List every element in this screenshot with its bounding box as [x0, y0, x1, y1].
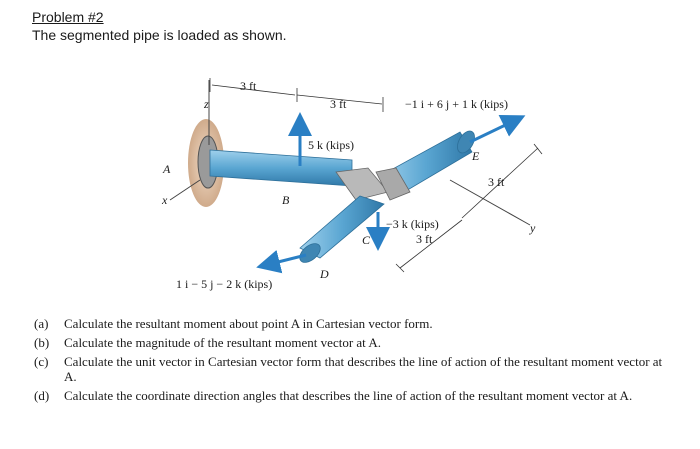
axis-label-x: x — [162, 193, 168, 207]
dim-label-top-mid: 3 ft — [330, 97, 347, 111]
question-tag: (d) — [34, 388, 50, 403]
question-list — [34, 316, 674, 407]
point-label-B: B — [282, 193, 290, 207]
question-tag: (b) — [34, 335, 50, 350]
point-label-D: D — [320, 267, 329, 281]
question-text: Calculate the unit vector in Cartesian vector form that describes the line of action of the resultant moment vector at A. — [64, 354, 663, 384]
force-label-D: 1 i − 5 j − 2 k (kips) — [176, 277, 273, 291]
question-d — [34, 388, 674, 403]
point-label-E: E — [472, 149, 480, 163]
question-text: Calculate the magnitude of the resultant moment vector at A. — [64, 335, 381, 350]
question-text: Calculate the resultant moment about point A in Cartesian vector form. — [64, 316, 433, 331]
problem-statement: The segmented pipe is loaded as shown. — [32, 27, 287, 43]
dim-tick-5 — [396, 264, 404, 272]
dim-label-right: 3 ft — [488, 175, 505, 189]
problem-title: Problem #2 — [32, 9, 104, 25]
question-b — [34, 335, 674, 350]
question-tag: (a) — [34, 316, 49, 331]
axis-label-y: y — [530, 221, 536, 235]
dim-label-bottom: 3 ft — [416, 232, 433, 246]
dim-tick-4 — [534, 144, 542, 154]
force-arrow-D — [262, 255, 306, 266]
point-label-C: C — [362, 233, 371, 247]
point-label-A: A — [163, 162, 171, 176]
axis-label-z: z — [204, 97, 209, 111]
dim-label-top-left: 3 ft — [240, 79, 257, 93]
pipe-segment-AB — [210, 150, 352, 186]
question-text: Calculate the coordinate direction angles that describes the line of action of the resultant moment vector at A. — [64, 388, 633, 403]
force-arrow-E — [470, 118, 520, 142]
question-a — [34, 316, 674, 331]
question-tag: (c) — [34, 354, 49, 369]
question-c — [34, 354, 674, 384]
force-label-C: −3 k (kips) — [386, 217, 439, 231]
force-label-E: −1 i + 6 j + 1 k (kips) — [405, 97, 508, 111]
force-label-B: 5 k (kips) — [308, 138, 354, 152]
